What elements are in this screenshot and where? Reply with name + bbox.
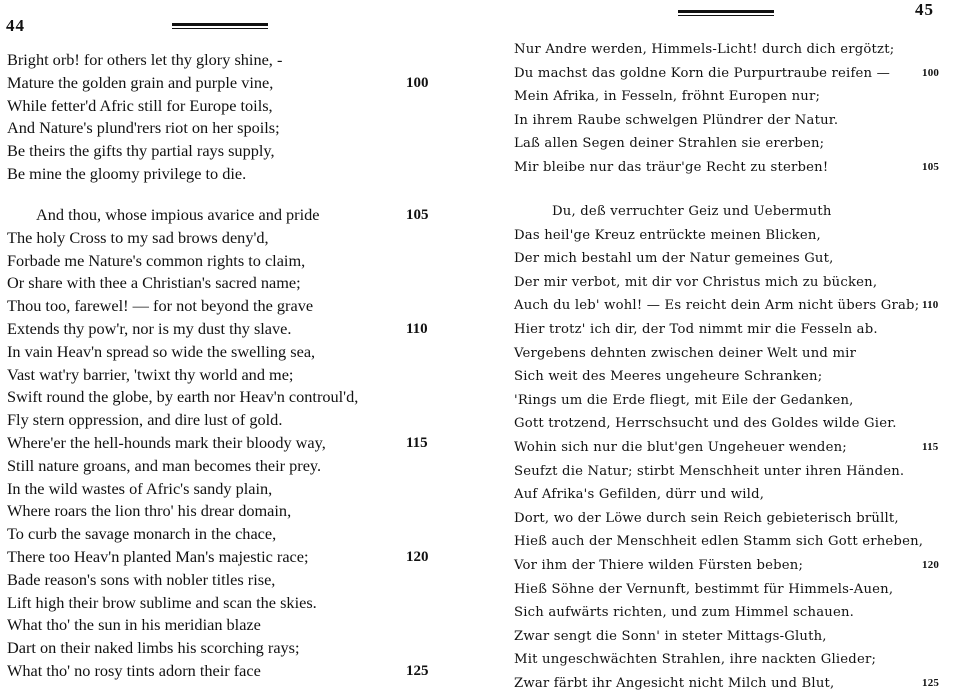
page-number: 44 xyxy=(6,16,25,35)
poem-line xyxy=(490,109,980,133)
poem-line xyxy=(0,409,470,432)
line-text: To curb the savage monarch in the chace, xyxy=(7,524,277,544)
poem-line xyxy=(490,460,980,484)
poem-line xyxy=(0,364,470,387)
page-number: 45 xyxy=(915,0,934,19)
poem-line xyxy=(0,204,470,227)
poem-line xyxy=(0,117,470,140)
line-text: Be theirs the gifts thy partial rays supply, xyxy=(7,141,275,161)
line-text: Seufzt die Natur; stirbt Menschheit unter ihren Händen. xyxy=(514,463,905,479)
poem-line xyxy=(0,660,470,683)
line-number: 120 xyxy=(922,558,940,571)
poem-line xyxy=(490,156,980,180)
line-text: Auf Afrika's Gefilden, dürr und wild, xyxy=(514,487,765,503)
poem-line xyxy=(490,132,980,156)
line-text: Mit ungeschwächten Strahlen, ihre nackten Glieder; xyxy=(514,652,877,668)
poem-line xyxy=(490,200,980,224)
line-text: Laß allen Segen deiner Strahlen sie ererben; xyxy=(514,136,825,152)
line-text: Mir bleibe nur das träur'ge Recht zu sterben! xyxy=(514,159,829,175)
poem-line xyxy=(0,318,470,341)
poem-line xyxy=(0,341,470,364)
line-number: 105 xyxy=(922,160,940,173)
line-text: In vain Heav'n spread so wide the swelling sea, xyxy=(7,341,316,361)
english-stanza-2 xyxy=(0,204,470,683)
poem-line xyxy=(490,365,980,389)
line-text: Vor ihm der Thiere wilden Fürsten beben; xyxy=(514,557,804,573)
poem-line xyxy=(0,637,470,660)
line-text: While fetter'd Afric still for Europe toils, xyxy=(7,95,273,115)
line-text: Mein Afrika, in Fesseln, fröhnt Europen nur; xyxy=(514,89,821,105)
line-text: Der mich bestahl um der Natur gemeines Gut, xyxy=(514,251,834,267)
line-number: 125 xyxy=(922,676,940,689)
poem-line xyxy=(0,95,470,118)
poem-line xyxy=(0,614,470,637)
line-number: 115 xyxy=(406,434,428,451)
line-text: And Nature's plund'rers riot on her spoils; xyxy=(7,118,280,138)
poem-line xyxy=(490,224,980,248)
line-text: There too Heav'n planted Man's majestic race; xyxy=(7,546,309,566)
header-rule xyxy=(172,23,268,26)
poem-line xyxy=(490,271,980,295)
poem-line xyxy=(0,49,470,72)
line-number: 115 xyxy=(922,440,939,453)
german-stanza-1 xyxy=(490,38,980,180)
poem-line xyxy=(0,478,470,501)
poem-line xyxy=(0,272,470,295)
poem-line xyxy=(490,247,980,271)
line-text: In ihrem Raube schwelgen Plündrer der Natur. xyxy=(514,112,839,128)
line-number: 120 xyxy=(406,548,429,565)
line-text: Zwar sengt die Sonn' in steter Mittags-Gluth, xyxy=(514,628,827,644)
line-text: Der mir verbot, mit dir vor Christus mich zu bücken, xyxy=(514,274,878,290)
poem-line xyxy=(0,546,470,569)
line-number: 105 xyxy=(406,207,429,223)
line-text: Vast wat'ry barrier, 'twixt thy world and me; xyxy=(7,364,294,384)
poem-line xyxy=(0,227,470,250)
line-text: Das heil'ge Kreuz entrückte meinen Blicken, xyxy=(514,227,821,243)
line-text: Mature the golden grain and purple vine, xyxy=(7,72,274,92)
poem-line xyxy=(490,62,980,86)
poem-line xyxy=(0,569,470,592)
line-text: In the wild wastes of Afric's sandy plain, xyxy=(7,478,273,498)
line-number: 100 xyxy=(406,74,429,91)
line-text: Hier trotz' ich dir, der Tod nimmt mir die Fesseln ab. xyxy=(514,321,878,337)
line-number: 100 xyxy=(922,66,940,79)
line-number: 110 xyxy=(406,320,428,337)
header-rule xyxy=(678,10,774,13)
poem-line xyxy=(490,554,980,578)
line-text: Bade reason's sons with nobler titles rise, xyxy=(7,569,276,589)
poem-line xyxy=(490,648,980,672)
poem-line xyxy=(490,294,980,318)
line-text: Vergebens dehnten zwischen deiner Welt und mir xyxy=(514,345,857,361)
line-text: What tho' the sun in his meridian blaze xyxy=(7,615,261,635)
poem-line xyxy=(0,523,470,546)
poem-line xyxy=(490,601,980,625)
right-page xyxy=(490,0,980,691)
line-text: Nur Andre werden, Himmels-Licht! durch dich ergötzt; xyxy=(514,42,895,57)
line-text: Lift high their brow sublime and scan the skies. xyxy=(7,592,317,612)
poem-line xyxy=(490,578,980,602)
line-text: Du machst das goldne Korn die Purpurtraube reifen — xyxy=(514,65,891,81)
line-text: Forbade me Nature's common rights to claim, xyxy=(7,250,306,270)
line-text: Sich weit des Meeres ungeheure Schranken; xyxy=(514,369,823,385)
line-text: 'Rings um die Erde fliegt, mit Eile der Gedanken, xyxy=(514,392,854,408)
poem-line xyxy=(490,38,980,62)
poem-line xyxy=(0,250,470,273)
poem-line xyxy=(490,625,980,649)
line-text: Extends thy pow'r, nor is my dust thy slave. xyxy=(7,318,292,338)
line-text: Hieß auch der Menschheit edlen Stamm sich Gott erheben, xyxy=(514,534,924,550)
line-text: Wohin sich nur die blut'gen Ungeheuer wenden; xyxy=(514,439,847,455)
line-text: Where'er the hell-hounds mark their bloody way, xyxy=(7,432,326,452)
poem-line xyxy=(0,163,470,186)
line-text: Dort, wo der Löwe durch sein Reich gebieterisch brüllt, xyxy=(514,510,899,526)
line-text: Gott trotzend, Herrschsucht und des Goldes wilde Gier. xyxy=(514,416,897,432)
line-text: Be mine the gloomy privilege to die. xyxy=(7,163,247,183)
line-number: 125 xyxy=(406,662,429,679)
line-text: Du, deß verruchter Geiz und Uebermuth xyxy=(552,204,832,219)
line-text: Thou too, farewel! — for not beyond the grave xyxy=(7,296,314,316)
poem-line xyxy=(0,592,470,615)
poem-line xyxy=(490,389,980,413)
line-text: Swift round the globe, by earth nor Heav'n controul'd, xyxy=(7,387,359,407)
line-text: Bright orb! for others let thy glory shine, - xyxy=(7,50,283,69)
poem-line xyxy=(490,318,980,342)
poem-line xyxy=(0,140,470,163)
line-text: Sich aufwärts richten, und zum Himmel schauen. xyxy=(514,605,855,621)
english-stanza-1 xyxy=(0,49,470,186)
poem-line xyxy=(0,500,470,523)
line-text: What tho' no rosy tints adorn their face xyxy=(7,660,261,680)
poem-line xyxy=(0,455,470,478)
line-text: And thou, whose impious avarice and pride xyxy=(36,205,320,224)
poem-line xyxy=(490,85,980,109)
line-text: The holy Cross to my sad brows deny'd, xyxy=(7,227,269,247)
line-text: Dart on their naked limbs his scorching rays; xyxy=(7,638,300,658)
line-text: Hieß Söhne der Vernunft, bestimmt für Himmels-Auen, xyxy=(514,581,894,597)
poem-line xyxy=(490,436,980,460)
poem-line xyxy=(490,342,980,366)
poem-line xyxy=(490,672,980,695)
poem-line xyxy=(490,507,980,531)
line-text: Or share with thee a Christian's sacred name; xyxy=(7,273,301,293)
left-page xyxy=(0,0,470,680)
german-stanza-2 xyxy=(490,200,980,695)
line-text: Fly stern oppression, and dire lust of gold. xyxy=(7,410,283,430)
line-text: Where roars the lion thro' his drear domain, xyxy=(7,501,292,521)
line-text: Auch du leb' wohl! — Es reicht dein Arm nicht übers Grab; xyxy=(514,298,920,314)
line-number: 110 xyxy=(922,299,939,312)
poem-line xyxy=(490,412,980,436)
poem-line xyxy=(0,72,470,95)
poem-line xyxy=(0,386,470,409)
poem-line xyxy=(0,432,470,455)
line-text: Zwar färbt ihr Angesicht nicht Milch und Blut, xyxy=(514,675,835,691)
line-text: Still nature groans, and man becomes their prey. xyxy=(7,455,322,475)
poem-line xyxy=(0,295,470,318)
poem-line xyxy=(490,483,980,507)
poem-line xyxy=(490,530,980,554)
